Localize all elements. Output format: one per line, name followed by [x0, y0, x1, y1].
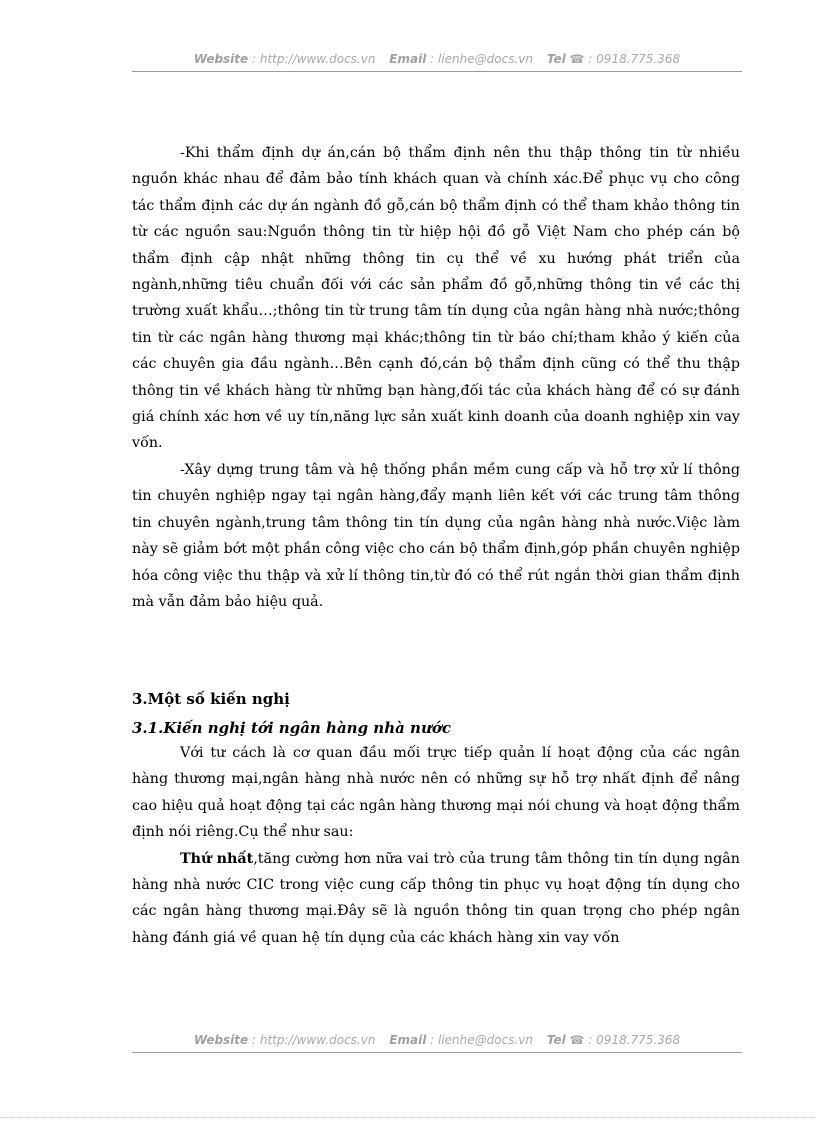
subsection-heading: 3.1.Kiến nghị tới ngân hàng nhà nước: [132, 719, 451, 737]
website-value: : http://www.docs.vn: [252, 52, 376, 66]
tel-value: : 0918.775.368: [588, 1033, 681, 1047]
paragraph-text: ,tăng cường hơn nữa vai trò của trung tâm thông tin tín dụng ngân hàng nhà nước CIC trong việc cung cấp thông tin phục vụ hoạt động tín dụng cho các ngân hàng thương mại.Đây sẽ là nguồn thông tin quan trọng cho phép ngân hàng đánh giá về quan hệ tín dụng của các khách hàng xin vay vốn: [132, 850, 740, 946]
email-label: Email: [389, 1033, 427, 1047]
website-label: Website: [193, 52, 249, 66]
header-rule: [132, 71, 742, 72]
email-value: : lienhe@docs.vn: [430, 52, 533, 66]
website-value: : http://www.docs.vn: [252, 1033, 376, 1047]
paragraph: -Khi thẩm định dự án,cán bộ thẩm định nên thu thập thông tin từ nhiều nguồn khác nhau để đảm bảo tính khách quan và chính xác.Để phục vụ cho công tác thẩm định các dự án ngành đồ gỗ,cán bộ thẩm định có thể tham khảo thông tin từ các nguồn sau:Nguồn thông tin từ hiệp hội đồ gỗ Việt Nam cho phép cán bộ thẩm định cập nhật những thông tin cụ thể về xu hướng phát triển của ngành,những tiêu chuẩn đối với các sản phẩm đồ gỗ,những thông tin về các thị trường xuất khẩu…;thông tin từ trung tâm tín dụng của ngân hàng nhà nước;thông tin từ các ngân hàng thương mại khác;thông tin từ báo chí;tham khảo ý kiến của các chuyên gia đầu ngành…Bên cạnh đó,cán bộ thẩm định cũng có thể thu thập thông tin về khách hàng từ những bạn hàng,đối tác của khách hàng để có sự đánh giá chính xác hơn về uy tín,năng lực sản xuất kinh doanh của doanh nghiệp xin vay vốn.: [132, 145, 740, 452]
body-bottom: [132, 740, 740, 951]
paragraph: -Xây dựng trung tâm và hệ thống phần mềm cung cấp và hỗ trợ xử lí thông tin chuyên nghiệp ngay tại ngân hàng,đẩy mạnh liên kết với các trung tâm thông tin chuyên ngành,trung tâm thông tin tín dụng của ngân hàng nhà nước.Việc làm này sẽ giảm bớt một phần công việc cho cán bộ thẩm định,góp phần chuyên nghiệp hóa công việc thu thập và xử lí thông tin,từ đó có thể rút ngắn thời gian thẩm định mà vẫn đảm bảo hiệu quả.: [132, 461, 740, 610]
footer-rule: [132, 1052, 742, 1053]
tel-value: : 0918.775.368: [588, 52, 681, 66]
section-heading: 3.Một số kiến nghị: [132, 690, 290, 708]
tel-label: Tel: [546, 1033, 566, 1047]
page-edge-divider: [0, 1117, 816, 1118]
paragraph: [132, 846, 740, 952]
body-top: [132, 140, 740, 615]
website-label: Website: [193, 1033, 249, 1047]
tel-label: Tel: [546, 52, 566, 66]
email-value: : lienhe@docs.vn: [430, 1033, 533, 1047]
page-footer: [132, 1033, 742, 1047]
page-header: [132, 52, 742, 66]
paragraph: Với tư cách là cơ quan đầu mối trực tiếp quản lí hoạt động của các ngân hàng thương mại,ngân hàng nhà nước nên có những sự hỗ trợ nhất định để nâng cao hiệu quả hoạt động tại các ngân hàng thương mại nói chung và hoạt động thẩm định nói riêng.Cụ thể như sau:: [132, 745, 740, 841]
phone-icon: ☎: [569, 52, 585, 66]
email-label: Email: [389, 52, 427, 66]
phone-icon: ☎: [569, 1033, 585, 1047]
paragraph-lead: Thứ nhất: [180, 850, 254, 867]
